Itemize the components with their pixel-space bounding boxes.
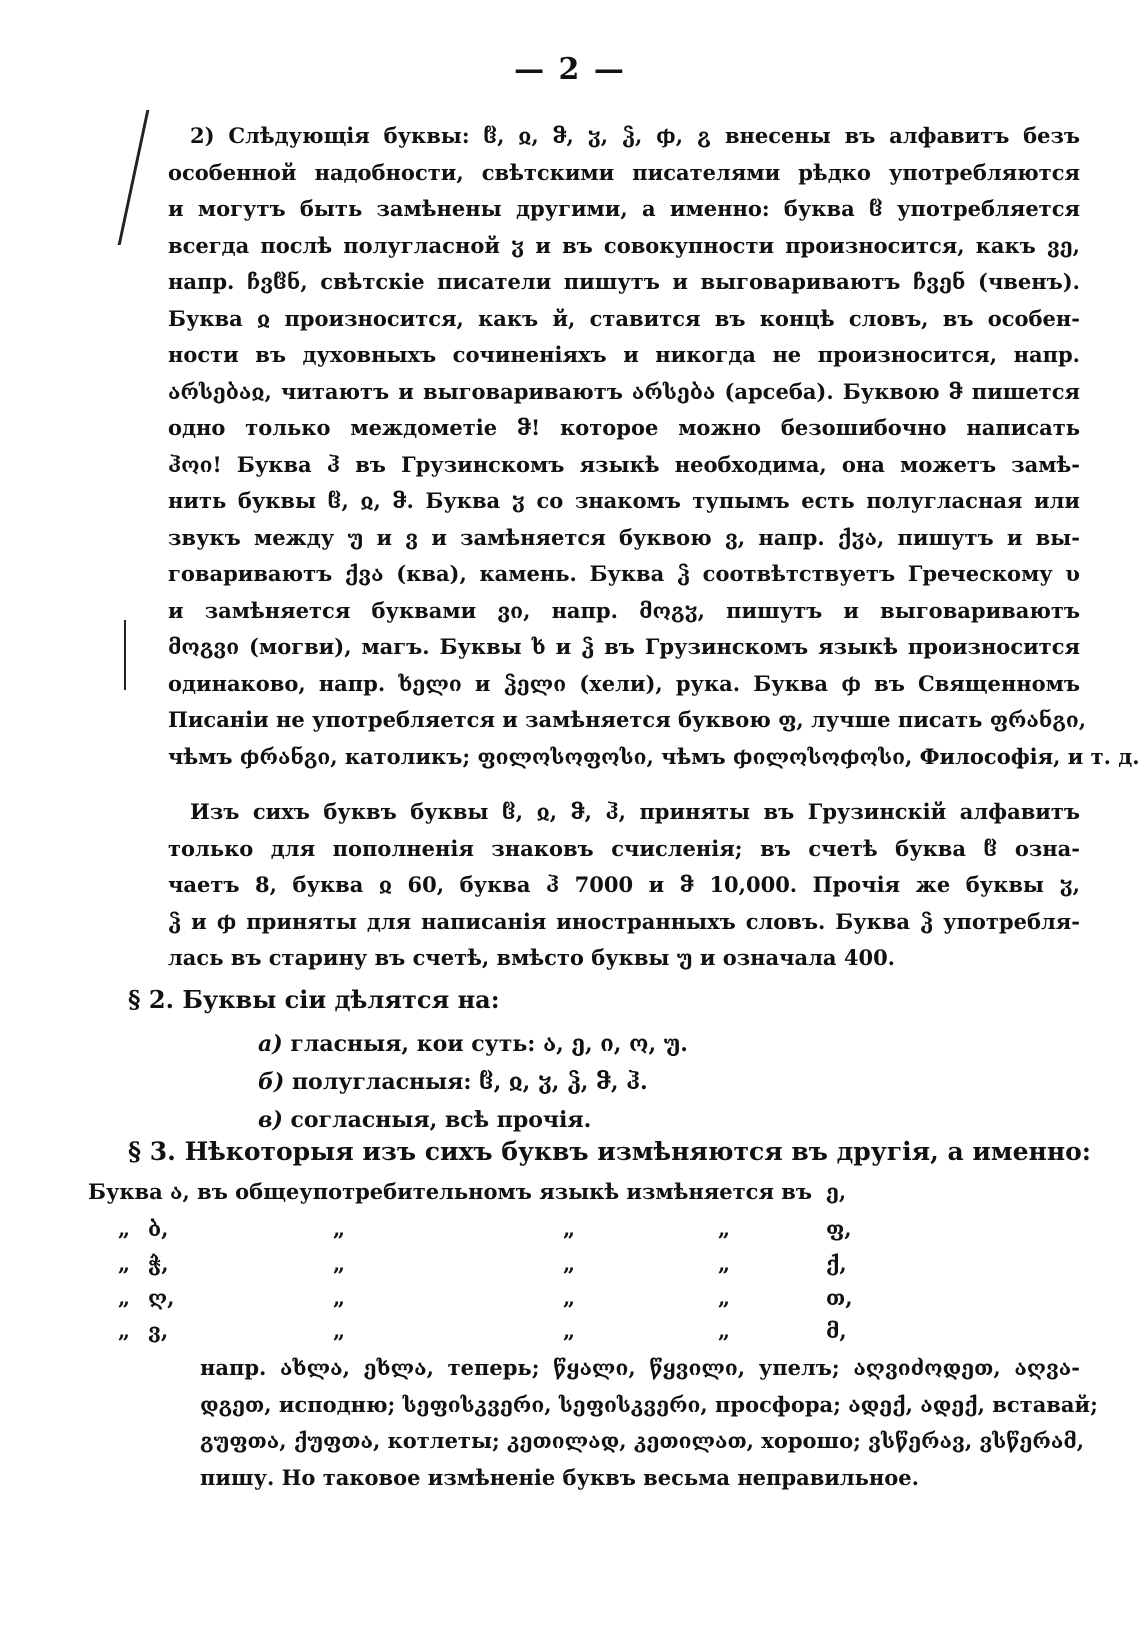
section-2-list xyxy=(258,1025,688,1139)
ditto-mark: „ xyxy=(333,1285,346,1310)
text-line: напр. ჩვჱნ, свѣтскіе писатели пишутъ и выговариваютъ ჩვენ (чвенъ). xyxy=(168,269,1080,294)
paragraph-letters-note xyxy=(168,118,1140,775)
margin-rule-middle xyxy=(124,620,126,690)
ditto-mark: „ xyxy=(718,1285,731,1310)
target-letter: თ, xyxy=(826,1285,853,1310)
ditto-mark: „ xyxy=(563,1318,576,1343)
source-letter: ღ, xyxy=(148,1285,175,1310)
ditto-mark: „ xyxy=(118,1251,131,1276)
source-letter: ვ, xyxy=(148,1318,169,1343)
text-line: одинаково, напр. ხელი и ჴელი (хели), рука. Буква ჶ въ Священномъ xyxy=(168,670,1080,696)
source-letter: ბ, xyxy=(148,1216,169,1241)
list-item xyxy=(258,1063,688,1101)
text-line: чаетъ 8, буква ჲ 60, буква ჰ 7000 и ჵ 10,000. Прочія же буквы ჳ, xyxy=(168,872,1080,897)
ditto-mark: „ xyxy=(718,1251,731,1276)
ditto-mark: „ xyxy=(118,1216,131,1241)
page-number: — 2 — xyxy=(514,52,626,87)
text-line: только для пополненія знаковъ счисленія; въ счетѣ буква ჱ озна- xyxy=(168,835,1080,861)
list-item xyxy=(258,1101,688,1139)
section-2-heading: § 2. Буквы сіи дѣлятся на: xyxy=(128,985,500,1014)
ditto-mark: „ xyxy=(563,1285,576,1310)
ditto-mark: „ xyxy=(563,1216,576,1241)
text-line: ჰოი! Буква ჰ въ Грузинскомъ языкѣ необходима, она можетъ замѣ- xyxy=(168,451,1080,477)
intro-text: Буква ა, въ общеупотребительномъ языкѣ измѣняется въ xyxy=(88,1179,812,1204)
text-line: чѣмъ ჶრანგი, католикъ; ფილოსოფოსი, чѣмъ ჶილოსოჶოსი, Философія, и т. д. xyxy=(168,743,1140,769)
ditto-mark: „ xyxy=(718,1216,731,1241)
list-marker: а) xyxy=(258,1031,283,1057)
paragraph-numeric-values xyxy=(168,794,1080,977)
text-line: пишу. Но таковое измѣненіе буквъ весьма неправильное. xyxy=(200,1464,919,1490)
ditto-mark: „ xyxy=(118,1318,131,1343)
text-line: გუფთა, ქუფთა, котлеты; კეთილად, კეთილათ, хорошо; ვსწერავ, ვსწერამ, xyxy=(200,1428,1085,1453)
text-line: всегда послѣ полугласной ჳ и въ совокупности произносится, какъ ვე, xyxy=(168,232,1080,258)
section-3-heading: § 3. Нѣкоторыя изъ сихъ буквъ измѣняются въ другія, а именно: xyxy=(128,1137,1092,1166)
target-letter: ფ, xyxy=(826,1216,852,1241)
list-item-text: согласныя, всѣ прочія. xyxy=(282,1107,592,1133)
text-line: არსებაჲ, читаютъ и выговариваютъ არსება (арсеба). Буквою ჵ пишется xyxy=(168,378,1080,404)
text-line: მოგვი (могви), магъ. Буквы ხ и ჴ въ Грузинскомъ языкѣ произносится xyxy=(168,634,1080,659)
text-line: დგეთ, исподню; სეფისკვერი, სეფისკვერი, просфора; ადექ, ადექ, вставай; xyxy=(200,1391,1098,1417)
list-marker: в) xyxy=(258,1107,283,1133)
text-line: 2) Слѣдующія буквы: ჱ, ჲ, ჵ, ჳ, ჴ, ჶ, ჷ внесены въ алфавитъ безъ xyxy=(190,123,1080,148)
paragraph-examples xyxy=(200,1350,1098,1496)
text-line: одно только междометіе ჵ! которое можно безошибочно написать xyxy=(168,415,1080,440)
list-item xyxy=(258,1025,688,1063)
text-line: Писаніи не употребляется и замѣняется буквою ფ, лучше писать ფრანგი, xyxy=(168,707,1087,732)
ditto-mark: „ xyxy=(333,1216,346,1241)
ditto-mark: „ xyxy=(118,1285,131,1310)
text-line: ности въ духовныхъ сочиненіяхъ и никогда не произносится, напр. xyxy=(168,342,1080,367)
target-letter: მ, xyxy=(826,1318,847,1343)
letter-change-intro xyxy=(88,1179,847,1204)
text-line: и замѣняется буквами ვი, напр. მოგჳ, пишутъ и выговариваютъ xyxy=(168,597,1080,623)
margin-rule-top xyxy=(118,110,150,245)
text-line: говариваютъ ქვა (ква), камень. Буква ჴ соотвѣтствуетъ Греческому υ xyxy=(168,561,1080,586)
list-item-text: полугласныя: ჱ, ჲ, ჳ, ჴ, ჵ, ჰ. xyxy=(284,1069,648,1095)
table-row xyxy=(118,1216,878,1250)
list-marker: б) xyxy=(258,1069,285,1095)
ditto-mark: „ xyxy=(333,1318,346,1343)
list-item-text: гласныя, кои суть: ა, ე, ი, ო, უ. xyxy=(282,1031,688,1057)
table-row xyxy=(118,1318,878,1352)
table-row xyxy=(118,1285,878,1319)
ditto-mark: „ xyxy=(333,1251,346,1276)
text-line: Буква ჲ произносится, какъ й, ставится въ концѣ словъ, въ особен- xyxy=(168,305,1080,331)
text-line: Изъ сихъ буквъ буквы ჱ, ჲ, ჵ, ჰ, приняты въ Грузинскій алфавитъ xyxy=(190,799,1080,824)
text-line: лась въ старину въ счетѣ, вмѣсто буквы უ и означала 400. xyxy=(168,945,895,970)
text-line: ჴ и ჶ приняты для написанія иностранныхъ словъ. Буква ჴ употребля- xyxy=(168,908,1080,934)
target-letter: ქ, xyxy=(826,1251,847,1276)
text-line: особенной надобности, свѣтскими писателями рѣдко употребляются xyxy=(168,159,1080,185)
source-letter: ჭ, xyxy=(148,1251,169,1276)
ditto-mark: „ xyxy=(718,1318,731,1343)
text-line: нить буквы ჱ, ჲ, ჵ. Буква ჳ со знакомъ тупымъ есть полугласная или xyxy=(168,488,1080,513)
text-line: и могутъ быть замѣнены другими, а именно: буква ჱ употребляется xyxy=(168,196,1080,221)
ditto-mark: „ xyxy=(563,1251,576,1276)
text-line: звукъ между უ и ვ и замѣняется буквою ვ, напр. ქჳა, пишутъ и вы- xyxy=(168,524,1080,550)
intro-target-letter: ე, xyxy=(826,1179,847,1204)
text-line: напр. ახლა, ეხლა, теперь; წყალი, წყვილი, упелъ; აღვიძოდეთ, აღვა- xyxy=(200,1355,1080,1380)
table-row xyxy=(118,1251,878,1285)
